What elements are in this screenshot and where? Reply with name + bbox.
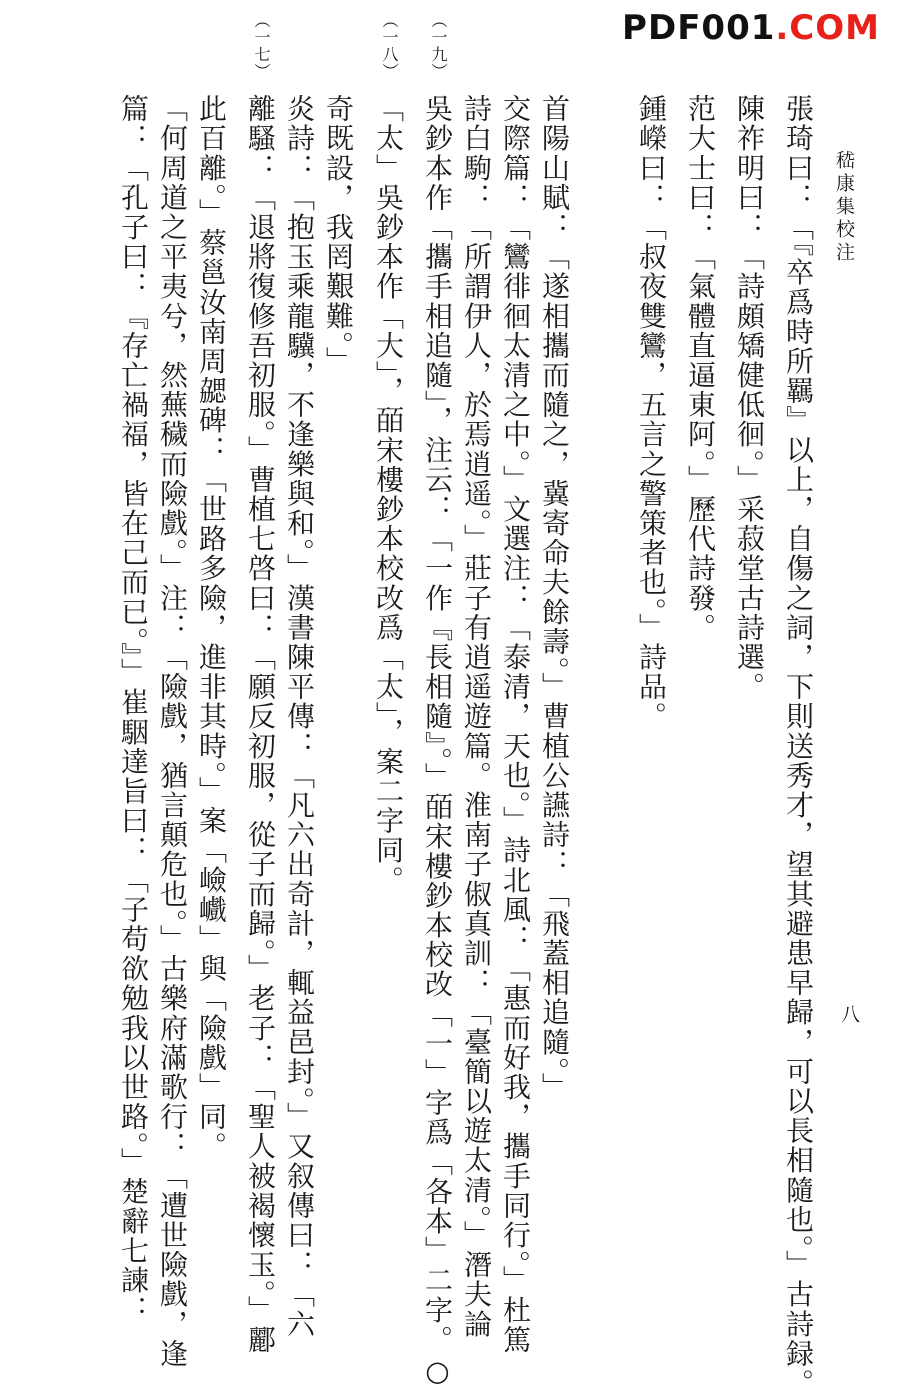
watermark-part1: PDF001 bbox=[622, 8, 776, 48]
text-column: 詩白駒：「所謂伊人，於焉逍遥。」莊子有逍遥遊篇。淮南子俶真訓：「臺簡以遊太清。」潛夫論 bbox=[460, 94, 493, 1339]
text-column: 交際篇：「鸞徘徊太清之中。」文選注：「泰清，天也。」詩北風：「惠而好我，攜手同行。」杜篤 bbox=[499, 94, 532, 1355]
text-column: 炎詩：「抱玉乘龍驥，不逢樂與和。」漢書陳平傳：「凡六出奇計，輒益邑封。」又叙傳曰：「六 bbox=[283, 94, 316, 1339]
text-column: 吳鈔本作「攜手相追隨」，注云：「一作『長相隨』。」皕宋樓鈔本校改「一」字爲「各本」二字。○ bbox=[421, 94, 454, 1389]
text-column: 范大士曰：「氣體直逼東阿。」歷代詩發。 bbox=[684, 94, 717, 643]
watermark bbox=[622, 8, 880, 48]
note-marker: （一七） bbox=[252, 12, 271, 80]
running-head: 嵇康集校注 bbox=[833, 150, 855, 265]
text-column: 篇：「孔子曰：『存亡禍福，皆在己而已。』」崔駰達旨曰：「子苟欲勉我以世路。」楚辭七諫： bbox=[117, 94, 150, 1325]
text-column: 離騷：「退將復修吾初服。」曹植七啓曰：「願反初服，從子而歸。」老子：「聖人被褐懷玉。」酈 bbox=[244, 94, 277, 1355]
text-column: 首陽山賦：「遂相攜而隨之，冀寄命夫餘壽。」曹植公讌詩：「飛蓋相追隨。」 bbox=[538, 94, 571, 1102]
text-column: 此百離。」蔡邕汝南周勰碑：「世路多險，進非其時。」案「嶮巇」與「險戲」同。 bbox=[195, 94, 228, 1162]
note-marker: （一九） bbox=[429, 12, 448, 80]
page-number: 八 bbox=[840, 1004, 860, 1026]
text-column: 鍾嶸曰：「叔夜雙鸞，五言之警策者也。」詩品。 bbox=[635, 94, 668, 732]
text-column: 「何周道之平夷兮，然蕪穢而險戲。」注：「險戲，猶言顛危也。」古樂府滿歌行：「遭世險戲，逢 bbox=[156, 94, 189, 1369]
text-column: 陳祚明曰：「詩頗矯健低徊。」采菽堂古詩選。 bbox=[733, 94, 766, 702]
watermark-part2: .COM bbox=[775, 8, 880, 48]
note-marker: （一八） bbox=[380, 12, 399, 80]
text-column: 張琦曰：「『卒爲時所羈』以上，自傷之詞，下則送秀才，望其避患早歸，可以長相隨也。」古詩録。 bbox=[782, 94, 815, 1398]
text-column: 奇既設，我罔艱難。」 bbox=[322, 94, 355, 376]
text-column: 「太」吳鈔本作「大」，皕宋樓鈔本校改爲「太」，案二字同。 bbox=[372, 94, 405, 895]
